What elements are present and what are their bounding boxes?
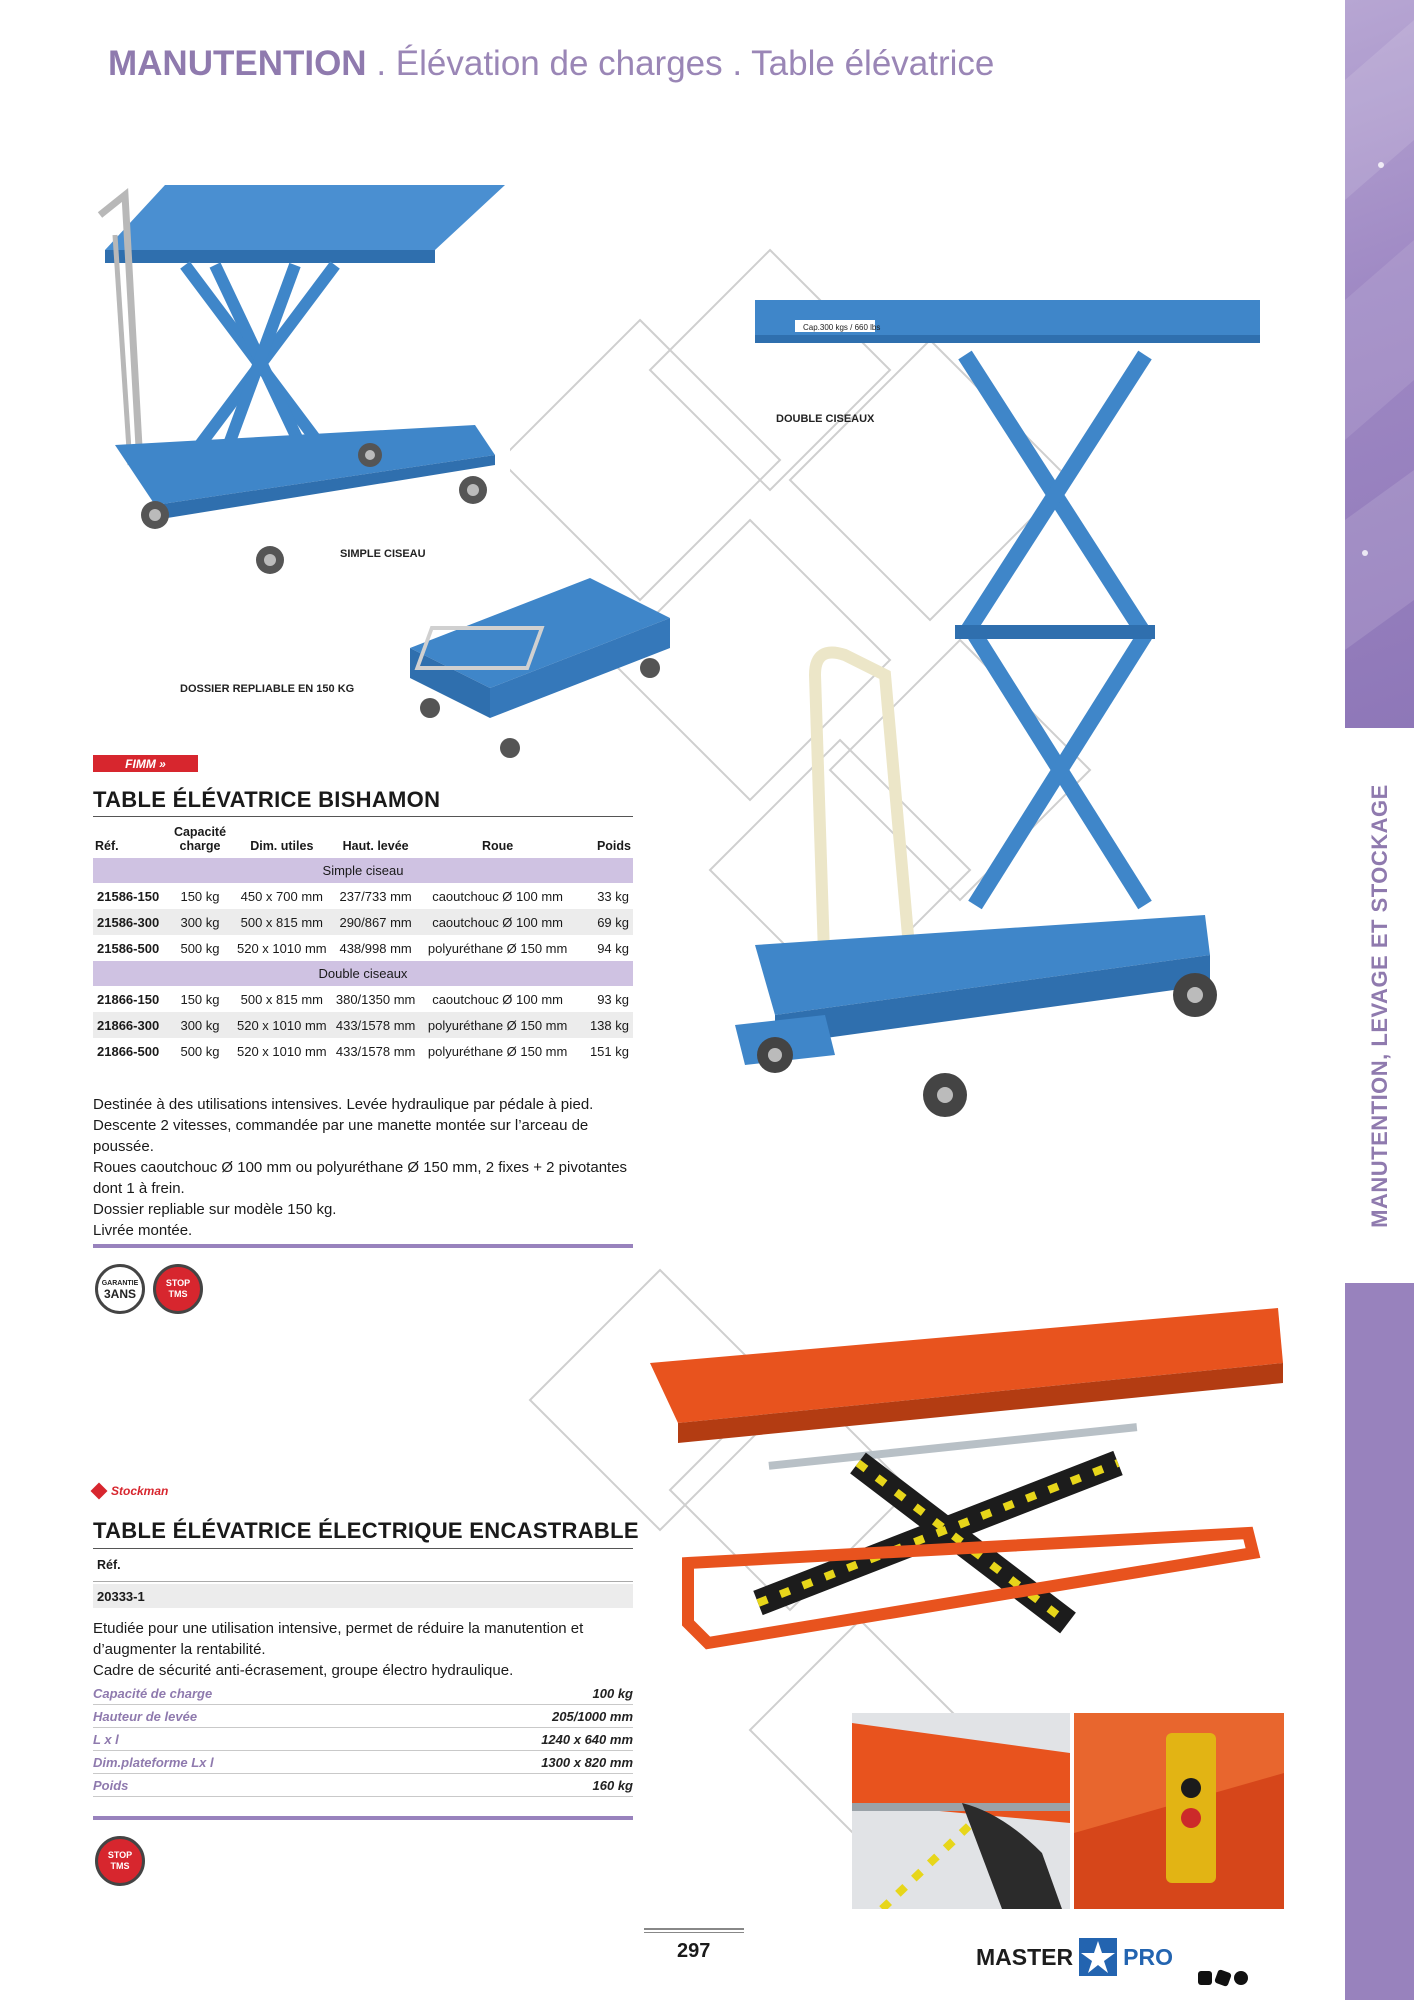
product2-ref-rule [93, 1581, 633, 1582]
product2-ref-value: 20333-1 [93, 1584, 633, 1608]
product1-bottom-rule [93, 1244, 633, 1248]
stockman-diamond-icon [91, 1483, 108, 1500]
table-row [93, 909, 633, 935]
cell-lift: 290/867 mm [331, 909, 421, 935]
page-title [108, 44, 994, 84]
guarantee-line2: 3ANS [103, 1287, 136, 1301]
cell-ref: 21586-500 [97, 940, 160, 956]
cell-wheel: caoutchouc Ø 100 mm [432, 888, 563, 904]
cell-dims: 520 x 1010 mm [237, 1043, 327, 1059]
side-tab [1352, 780, 1408, 1232]
cell-capacity: 500 kg [180, 1043, 220, 1059]
side-tab-label: MANUTENTION, LEVAGE ET STOCKAGE [1367, 784, 1392, 1228]
col-wheel: Roue [481, 839, 514, 853]
cell-dims: 520 x 1010 mm [233, 1012, 331, 1038]
col-weight: Poids [596, 839, 631, 853]
stop-tms-badge [153, 1264, 203, 1314]
breadcrumb: . Élévation de charges . Table élévatrice [366, 44, 995, 83]
folded-label: DOSSIER REPLIABLE EN 150 KG [180, 683, 355, 695]
fimm-brand-logo [93, 755, 198, 772]
product2-spec-list [93, 1682, 633, 1797]
masterpro-logo [976, 1938, 1173, 1976]
description-line: d’augmenter la rentabilité. [93, 1641, 266, 1658]
cell-wheel: polyuréthane Ø 150 mm [427, 1043, 568, 1059]
col-lift: Haut. levée [342, 839, 409, 853]
side-decoration-bottom [1345, 1283, 1414, 2000]
cell-weight: 94 kg [597, 940, 629, 956]
spec-row [93, 1682, 633, 1705]
spec-key: L x l [93, 1731, 119, 1747]
group-header [93, 858, 633, 883]
dot-icon [1214, 1969, 1232, 1987]
star-icon [1079, 1938, 1117, 1976]
spec-key: Poids [93, 1777, 129, 1793]
page-number-rule [644, 1928, 744, 1930]
electric-lift-table-image [648, 1303, 1288, 1673]
logo-master-text: MASTER [976, 1943, 1074, 1970]
stockman-brand-logo [93, 1484, 168, 1498]
spec-value: 1240 x 640 mm [541, 1731, 633, 1747]
cell-lift: 438/998 mm [339, 940, 412, 956]
capacity-plate-text: Cap.300 kgs / 660 lbs [803, 323, 881, 332]
cell-ref: 21586-300 [93, 909, 167, 935]
stop-line2: TMS [168, 1289, 188, 1299]
product2-description [93, 1618, 653, 1681]
group-name: Simple ciseau [93, 858, 633, 883]
description-line: Roues caoutchouc Ø 100 mm ou polyuréthane Ø 150 mm, 2 fixes + 2 pivotantes [93, 1159, 628, 1176]
fimm-arrow-icon: » [155, 756, 166, 771]
cell-capacity: 500 kg [180, 940, 220, 956]
cell-weight: 33 kg [597, 888, 629, 904]
cell-lift: 380/1350 mm [335, 991, 416, 1007]
stop-line2: TMS [110, 1861, 130, 1871]
product2-title: TABLE ÉLÉVATRICE ÉLECTRIQUE ENCASTRABLE [93, 1518, 639, 1543]
cell-wheel: polyuréthane Ø 150 mm [427, 940, 568, 956]
cell-ref: 21586-150 [97, 888, 160, 904]
stockman-brand-text: Stockman [111, 1484, 169, 1498]
cell-ref: 21866-300 [93, 1012, 167, 1038]
cell-capacity: 150 kg [180, 991, 220, 1007]
logo-dots [1198, 1971, 1248, 1985]
category-title: MANUTENTION [108, 44, 367, 83]
cell-dims: 500 x 815 mm [240, 991, 323, 1007]
cell-wheel: caoutchouc Ø 100 mm [421, 909, 575, 935]
cell-wheel: caoutchouc Ø 100 mm [432, 991, 563, 1007]
fimm-brand-text: FIMM [125, 756, 156, 771]
table-row [93, 1012, 633, 1038]
description-line: Destinée à des utilisations intensives. Levée hydraulique par pédale à pied. [93, 1096, 594, 1113]
description-line: Cadre de sécurité anti-écrasement, groupe électro hydraulique. [93, 1662, 514, 1679]
product2-ref-header: Réf. [97, 1558, 121, 1572]
cell-capacity: 300 kg [167, 909, 233, 935]
col-capacity-l2: charge [179, 839, 221, 853]
cell-weight: 151 kg [589, 1043, 629, 1059]
simple-scissor-label: SIMPLE CISEAU [340, 548, 426, 560]
spec-value: 100 kg [592, 1685, 633, 1701]
spec-row [93, 1751, 633, 1774]
col-capacity-l1: Capacité [173, 825, 227, 839]
spec-value: 205/1000 mm [552, 1708, 633, 1724]
page-number: 297 [677, 1940, 711, 1962]
control-box-detail-image [1074, 1713, 1284, 1909]
cell-lift: 433/1578 mm [335, 1043, 416, 1059]
cell-capacity: 300 kg [167, 1012, 233, 1038]
cell-dims: 450 x 700 mm [240, 888, 323, 904]
cell-weight: 69 kg [575, 909, 633, 935]
double-scissor-label: DOUBLE CISEAUX [776, 413, 875, 425]
description-line: Livrée montée. [93, 1222, 193, 1239]
safety-frame-detail-image [852, 1713, 1070, 1909]
product1-description [93, 1094, 653, 1241]
table-row [93, 883, 633, 909]
cell-weight: 138 kg [575, 1012, 633, 1038]
spec-key: Dim.plateforme Lx l [93, 1754, 214, 1770]
spec-row [93, 1705, 633, 1728]
cell-wheel: polyuréthane Ø 150 mm [421, 1012, 575, 1038]
description-line: Descente 2 vitesses, commandée par une manette montée sur l’arceau de poussée. [93, 1117, 589, 1155]
side-pattern [1345, 0, 1414, 728]
cell-weight: 93 kg [597, 991, 629, 1007]
table-row [93, 1038, 633, 1064]
col-capacity [167, 825, 233, 858]
spec-key: Capacité de charge [93, 1685, 213, 1701]
stop-tms-badge [95, 1836, 145, 1886]
page-number-rule-2 [644, 1932, 744, 1933]
group-header [93, 961, 633, 986]
product1-title: TABLE ÉLÉVATRICE BISHAMON [93, 787, 441, 812]
description-line: Etudiée pour une utilisation intensive, permet de réduire la manutention et [93, 1620, 584, 1637]
cell-dims: 500 x 815 mm [233, 909, 331, 935]
folded-table-image [390, 578, 675, 778]
spec-key: Hauteur de levée [93, 1708, 198, 1724]
dot-icon [1234, 1971, 1248, 1985]
simple-scissor-table-image [95, 175, 515, 605]
product2-title-rule [93, 1548, 633, 1549]
cell-ref: 21866-150 [97, 991, 160, 1007]
description-line: Dossier repliable sur modèle 150 kg. [93, 1201, 337, 1218]
col-dims: Dim. utiles [250, 839, 314, 853]
spec-row [93, 1774, 633, 1797]
side-decoration-top [1345, 0, 1414, 728]
logo-pro-text: PRO [1123, 1943, 1173, 1970]
description-line: dont 1 à frein. [93, 1180, 185, 1197]
spec-value: 160 kg [592, 1777, 633, 1793]
guarantee-line1: GARANTIE [101, 1280, 139, 1287]
product2-bottom-rule [93, 1816, 633, 1820]
cell-lift: 433/1578 mm [331, 1012, 421, 1038]
cell-dims: 520 x 1010 mm [237, 940, 327, 956]
spec-value: 1300 x 820 mm [541, 1754, 633, 1770]
group-name: Double ciseaux [93, 961, 633, 986]
stop-line1: STOP [165, 1278, 191, 1288]
cell-lift: 237/733 mm [339, 888, 412, 904]
col-ref: Réf. [95, 839, 119, 853]
table-row [93, 935, 633, 961]
dot-icon [1198, 1971, 1212, 1985]
table-row [93, 986, 633, 1012]
spec-row [93, 1728, 633, 1751]
guarantee-badge [95, 1264, 145, 1314]
cell-capacity: 150 kg [180, 888, 220, 904]
table-header-row [93, 825, 633, 858]
cell-ref: 21866-500 [97, 1043, 160, 1059]
product1-title-rule [93, 816, 633, 817]
stop-line1: STOP [107, 1850, 133, 1860]
product1-spec-table [93, 825, 633, 1064]
